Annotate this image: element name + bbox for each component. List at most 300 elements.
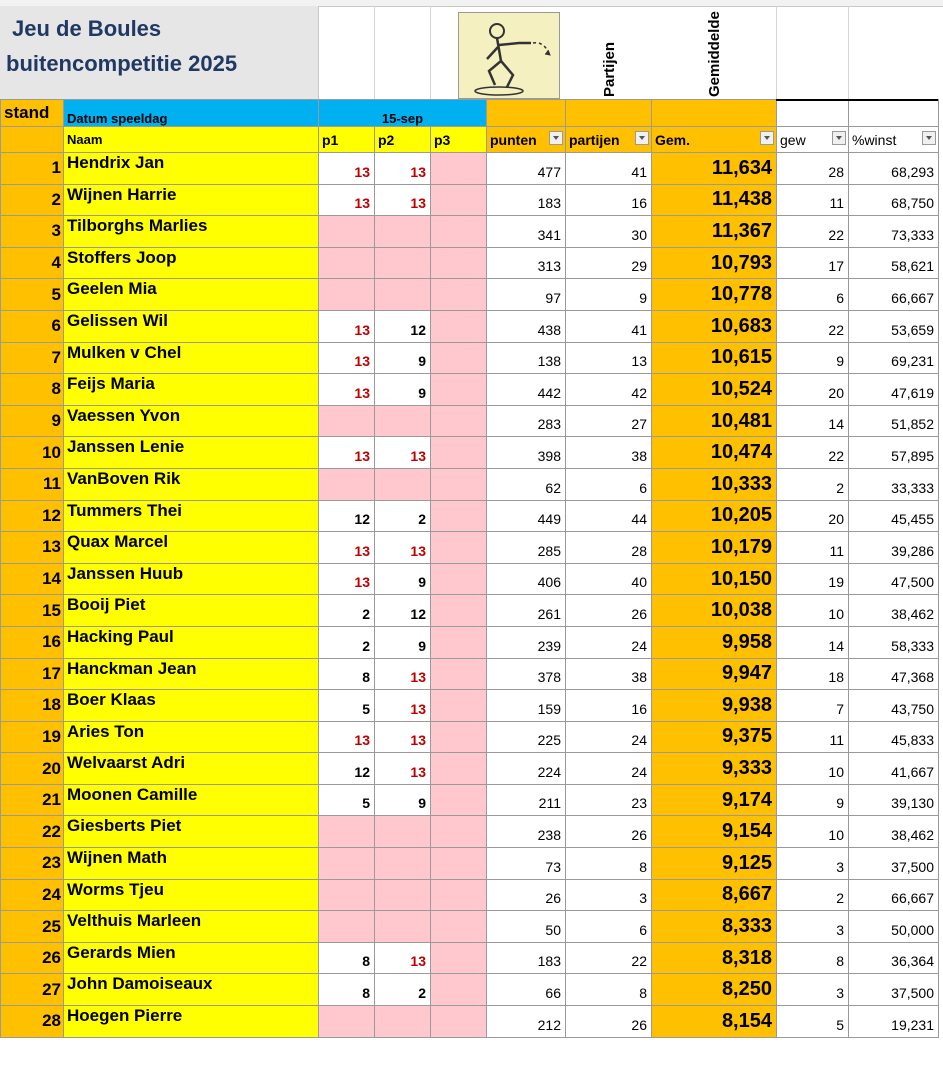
row-stand[interactable]: 7 — [1, 342, 64, 374]
table-row — [1, 942, 939, 974]
row-p1[interactable]: 8 — [319, 974, 375, 1006]
row-p3[interactable] — [431, 658, 487, 690]
row-gew[interactable]: 20 — [777, 500, 849, 532]
row-p2[interactable] — [375, 848, 431, 880]
row-punten[interactable]: 225 — [487, 721, 566, 753]
row-partijen[interactable]: 23 — [566, 784, 652, 816]
row-partijen[interactable]: 22 — [566, 942, 652, 974]
row-p2[interactable]: 13 — [375, 184, 431, 216]
row-stand[interactable]: 12 — [1, 500, 64, 532]
row-naam[interactable]: Janssen Huub — [64, 563, 319, 595]
row-winst[interactable]: 53,659 — [849, 310, 939, 342]
row-punten[interactable]: 283 — [487, 405, 566, 437]
row-gem[interactable]: 8,250 — [652, 974, 777, 1006]
row-p2[interactable]: 13 — [375, 753, 431, 785]
row-gew[interactable]: 3 — [777, 974, 849, 1006]
row-p3[interactable] — [431, 911, 487, 943]
row-p1[interactable]: 13 — [319, 563, 375, 595]
row-punten[interactable]: 477 — [487, 153, 566, 185]
row-p2[interactable]: 9 — [375, 626, 431, 658]
row-winst[interactable]: 73,333 — [849, 216, 939, 248]
row-partijen[interactable]: 3 — [566, 879, 652, 911]
row-partijen[interactable]: 41 — [566, 310, 652, 342]
row-gew[interactable]: 5 — [777, 1006, 849, 1038]
row-p3[interactable] — [431, 848, 487, 880]
row-p2[interactable]: 12 — [375, 595, 431, 627]
row-gew[interactable]: 18 — [777, 658, 849, 690]
row-p2[interactable]: 13 — [375, 721, 431, 753]
row-punten[interactable]: 238 — [487, 816, 566, 848]
filter-dropdown-icon[interactable] — [832, 131, 846, 145]
row-naam[interactable]: Wijnen Math — [64, 848, 319, 880]
row-gem[interactable]: 9,174 — [652, 784, 777, 816]
row-p3[interactable] — [431, 563, 487, 595]
row-winst[interactable]: 45,833 — [849, 721, 939, 753]
filter-dropdown-icon[interactable] — [635, 131, 649, 145]
row-punten[interactable]: 66 — [487, 974, 566, 1006]
row-p1[interactable]: 12 — [319, 500, 375, 532]
row-gem[interactable]: 10,205 — [652, 500, 777, 532]
row-p1[interactable] — [319, 247, 375, 279]
row-partijen[interactable]: 42 — [566, 374, 652, 406]
row-gew[interactable]: 11 — [777, 721, 849, 753]
row-p2[interactable]: 13 — [375, 690, 431, 722]
row-stand[interactable]: 23 — [1, 848, 64, 880]
row-partijen[interactable]: 6 — [566, 911, 652, 943]
row-p2[interactable] — [375, 279, 431, 311]
row-p2[interactable]: 13 — [375, 532, 431, 564]
row-gew[interactable]: 19 — [777, 563, 849, 595]
row-p2[interactable]: 9 — [375, 563, 431, 595]
row-p3[interactable] — [431, 690, 487, 722]
row-p3[interactable] — [431, 1006, 487, 1038]
row-stand[interactable]: 4 — [1, 247, 64, 279]
row-punten[interactable]: 449 — [487, 500, 566, 532]
row-partijen[interactable]: 27 — [566, 405, 652, 437]
row-partijen[interactable]: 44 — [566, 500, 652, 532]
row-partijen[interactable]: 16 — [566, 690, 652, 722]
filter-dropdown-icon[interactable] — [922, 131, 936, 145]
row-p2[interactable]: 9 — [375, 784, 431, 816]
header-winst-label: %winst — [852, 131, 897, 148]
row-naam[interactable]: Mulken v Chel — [64, 342, 319, 374]
row-punten[interactable]: 406 — [487, 563, 566, 595]
row-punten[interactable]: 183 — [487, 184, 566, 216]
row-stand[interactable]: 14 — [1, 563, 64, 595]
row-stand[interactable]: 13 — [1, 532, 64, 564]
row-punten[interactable]: 341 — [487, 216, 566, 248]
row-stand[interactable]: 11 — [1, 468, 64, 500]
row-punten[interactable]: 285 — [487, 532, 566, 564]
row-p1[interactable]: 13 — [319, 184, 375, 216]
row-p1[interactable]: 13 — [319, 310, 375, 342]
row-p3[interactable] — [431, 626, 487, 658]
row-p1[interactable]: 8 — [319, 942, 375, 974]
row-punten[interactable]: 50 — [487, 911, 566, 943]
row-gem[interactable]: 8,154 — [652, 1006, 777, 1038]
row-stand[interactable]: 25 — [1, 911, 64, 943]
row-gem[interactable]: 10,038 — [652, 595, 777, 627]
row-stand[interactable]: 10 — [1, 437, 64, 469]
row-partijen[interactable]: 38 — [566, 437, 652, 469]
row-partijen[interactable]: 28 — [566, 532, 652, 564]
row-stand[interactable]: 20 — [1, 753, 64, 785]
row-punten[interactable]: 211 — [487, 784, 566, 816]
row-naam[interactable]: Velthuis Marleen — [64, 911, 319, 943]
row-p3[interactable] — [431, 216, 487, 248]
row-p1[interactable]: 8 — [319, 658, 375, 690]
row-gem[interactable]: 10,150 — [652, 563, 777, 595]
row-gew[interactable]: 9 — [777, 342, 849, 374]
row-gew[interactable]: 11 — [777, 184, 849, 216]
row-p3[interactable] — [431, 184, 487, 216]
row-naam[interactable]: Gelissen Wil — [64, 310, 319, 342]
row-gem[interactable]: 9,125 — [652, 848, 777, 880]
row-p1[interactable] — [319, 468, 375, 500]
row-partijen[interactable]: 24 — [566, 721, 652, 753]
row-partijen[interactable]: 38 — [566, 658, 652, 690]
row-stand[interactable]: 26 — [1, 942, 64, 974]
row-winst[interactable]: 47,619 — [849, 374, 939, 406]
row-punten[interactable]: 239 — [487, 626, 566, 658]
row-p2[interactable] — [375, 247, 431, 279]
row-gem[interactable]: 9,333 — [652, 753, 777, 785]
row-winst[interactable]: 37,500 — [849, 848, 939, 880]
row-p1[interactable]: 13 — [319, 153, 375, 185]
row-p3[interactable] — [431, 532, 487, 564]
row-winst[interactable]: 68,293 — [849, 153, 939, 185]
row-gem[interactable]: 10,333 — [652, 468, 777, 500]
row-p1[interactable]: 13 — [319, 437, 375, 469]
row-gew[interactable]: 11 — [777, 532, 849, 564]
row-winst[interactable]: 51,852 — [849, 405, 939, 437]
row-stand[interactable]: 1 — [1, 153, 64, 185]
row-gew[interactable]: 8 — [777, 942, 849, 974]
row-stand[interactable]: 22 — [1, 816, 64, 848]
row-partijen[interactable]: 16 — [566, 184, 652, 216]
row-p3[interactable] — [431, 879, 487, 911]
row-naam[interactable]: Booij Piet — [64, 595, 319, 627]
table-row — [1, 342, 939, 374]
row-partijen[interactable]: 6 — [566, 468, 652, 500]
row-p1[interactable] — [319, 848, 375, 880]
row-naam[interactable]: Moonen Camille — [64, 784, 319, 816]
row-p2[interactable] — [375, 405, 431, 437]
row-p2[interactable]: 12 — [375, 310, 431, 342]
row-gem[interactable]: 9,947 — [652, 658, 777, 690]
row-punten[interactable]: 183 — [487, 942, 566, 974]
row-gew[interactable]: 2 — [777, 879, 849, 911]
row-p2[interactable]: 9 — [375, 374, 431, 406]
row-naam[interactable]: Quax Marcel — [64, 532, 319, 564]
row-stand[interactable]: 2 — [1, 184, 64, 216]
row-naam[interactable]: Wijnen Harrie — [64, 184, 319, 216]
row-punten[interactable]: 212 — [487, 1006, 566, 1038]
row-stand[interactable]: 3 — [1, 216, 64, 248]
row-p1[interactable]: 13 — [319, 342, 375, 374]
row-p1[interactable]: 13 — [319, 374, 375, 406]
row-gew[interactable]: 22 — [777, 437, 849, 469]
row-gem[interactable]: 9,958 — [652, 626, 777, 658]
row-p1[interactable] — [319, 216, 375, 248]
row-winst[interactable]: 38,462 — [849, 816, 939, 848]
row-gew[interactable]: 14 — [777, 405, 849, 437]
row-gem[interactable]: 8,333 — [652, 911, 777, 943]
row-p3[interactable] — [431, 405, 487, 437]
row-naam[interactable]: Gerards Mien — [64, 942, 319, 974]
row-stand[interactable]: 15 — [1, 595, 64, 627]
row-naam[interactable]: Hendrix Jan — [64, 153, 319, 185]
row-stand[interactable]: 16 — [1, 626, 64, 658]
row-winst[interactable]: 36,364 — [849, 942, 939, 974]
row-partijen[interactable]: 30 — [566, 216, 652, 248]
row-naam[interactable]: VanBoven Rik — [64, 468, 319, 500]
row-p1[interactable]: 12 — [319, 753, 375, 785]
row-p3[interactable] — [431, 784, 487, 816]
row-punten[interactable]: 224 — [487, 753, 566, 785]
row-winst[interactable]: 45,455 — [849, 500, 939, 532]
row-p3[interactable] — [431, 500, 487, 532]
table-row — [1, 563, 939, 595]
row-gem[interactable]: 10,481 — [652, 405, 777, 437]
row-stand[interactable]: 6 — [1, 310, 64, 342]
row-partijen[interactable]: 40 — [566, 563, 652, 595]
row-gew[interactable]: 9 — [777, 784, 849, 816]
row-winst[interactable]: 33,333 — [849, 468, 939, 500]
row-stand[interactable]: 28 — [1, 1006, 64, 1038]
row-p3[interactable] — [431, 437, 487, 469]
row-punten[interactable]: 378 — [487, 658, 566, 690]
row-stand[interactable]: 21 — [1, 784, 64, 816]
row-gem[interactable]: 11,634 — [652, 153, 777, 185]
row-winst[interactable]: 41,667 — [849, 753, 939, 785]
row-naam[interactable]: Tummers Thei — [64, 500, 319, 532]
row-stand[interactable]: 9 — [1, 405, 64, 437]
row-p3[interactable] — [431, 279, 487, 311]
row-naam[interactable]: Geelen Mia — [64, 279, 319, 311]
row-naam[interactable]: Stoffers Joop — [64, 247, 319, 279]
row-p2[interactable]: 9 — [375, 342, 431, 374]
table-row — [1, 974, 939, 1006]
row-gew[interactable]: 20 — [777, 374, 849, 406]
row-partijen[interactable]: 29 — [566, 247, 652, 279]
row-partijen[interactable]: 8 — [566, 848, 652, 880]
row-winst[interactable]: 50,000 — [849, 911, 939, 943]
row-gew[interactable]: 10 — [777, 816, 849, 848]
row-p2[interactable]: 13 — [375, 153, 431, 185]
row-p1[interactable] — [319, 1006, 375, 1038]
row-p2[interactable] — [375, 879, 431, 911]
row-stand[interactable]: 19 — [1, 721, 64, 753]
row-stand[interactable]: 5 — [1, 279, 64, 311]
row-naam[interactable]: John Damoiseaux — [64, 974, 319, 1006]
row-p3[interactable] — [431, 468, 487, 500]
row-partijen[interactable]: 8 — [566, 974, 652, 1006]
row-gem[interactable]: 10,778 — [652, 279, 777, 311]
row-winst[interactable]: 57,895 — [849, 437, 939, 469]
row-gem[interactable]: 10,683 — [652, 310, 777, 342]
row-p2[interactable]: 13 — [375, 942, 431, 974]
row-p2[interactable]: 13 — [375, 658, 431, 690]
row-punten[interactable]: 398 — [487, 437, 566, 469]
row-p2[interactable] — [375, 1006, 431, 1038]
row-gem[interactable]: 8,318 — [652, 942, 777, 974]
row-punten[interactable]: 62 — [487, 468, 566, 500]
row-partijen[interactable]: 26 — [566, 816, 652, 848]
row-stand[interactable]: 8 — [1, 374, 64, 406]
row-winst[interactable]: 47,368 — [849, 658, 939, 690]
row-winst[interactable]: 39,130 — [849, 784, 939, 816]
row-stand[interactable]: 27 — [1, 974, 64, 1006]
row-gem[interactable]: 10,179 — [652, 532, 777, 564]
row-p2[interactable]: 13 — [375, 437, 431, 469]
row-p3[interactable] — [431, 974, 487, 1006]
row-p2[interactable] — [375, 468, 431, 500]
row-gem[interactable]: 9,154 — [652, 816, 777, 848]
row-gew[interactable]: 7 — [777, 690, 849, 722]
row-naam[interactable]: Hoegen Pierre — [64, 1006, 319, 1038]
row-p2[interactable] — [375, 216, 431, 248]
row-p3[interactable] — [431, 816, 487, 848]
row-p2[interactable] — [375, 911, 431, 943]
row-winst[interactable]: 19,231 — [849, 1006, 939, 1038]
row-gew[interactable]: 22 — [777, 310, 849, 342]
row-p1[interactable] — [319, 816, 375, 848]
row-naam[interactable]: Janssen Lenie — [64, 437, 319, 469]
row-p3[interactable] — [431, 247, 487, 279]
row-stand[interactable]: 17 — [1, 658, 64, 690]
row-p3[interactable] — [431, 310, 487, 342]
header-gem[interactable] — [652, 127, 777, 153]
header-p3: p3 — [431, 127, 487, 153]
row-naam[interactable]: Aries Ton — [64, 721, 319, 753]
row-gew[interactable]: 3 — [777, 911, 849, 943]
row-naam[interactable]: Worms Tjeu — [64, 879, 319, 911]
row-gem[interactable]: 9,375 — [652, 721, 777, 753]
row-p1[interactable] — [319, 279, 375, 311]
row-winst[interactable]: 66,667 — [849, 879, 939, 911]
row-winst[interactable]: 68,750 — [849, 184, 939, 216]
row-gem[interactable]: 10,793 — [652, 247, 777, 279]
table-row — [1, 690, 939, 722]
row-p1[interactable] — [319, 405, 375, 437]
header-p1: p1 — [319, 127, 375, 153]
row-punten[interactable]: 73 — [487, 848, 566, 880]
row-naam[interactable]: Boer Klaas — [64, 690, 319, 722]
table-row — [1, 784, 939, 816]
row-partijen[interactable]: 41 — [566, 153, 652, 185]
row-p3[interactable] — [431, 153, 487, 185]
row-partijen[interactable]: 13 — [566, 342, 652, 374]
row-gem[interactable]: 10,615 — [652, 342, 777, 374]
row-partijen[interactable]: 26 — [566, 595, 652, 627]
row-naam[interactable]: Giesberts Piet — [64, 816, 319, 848]
header-partijen[interactable] — [566, 127, 652, 153]
row-gem[interactable]: 10,474 — [652, 437, 777, 469]
row-punten[interactable]: 138 — [487, 342, 566, 374]
row-partijen[interactable]: 24 — [566, 626, 652, 658]
row-winst[interactable]: 39,286 — [849, 532, 939, 564]
row-p1[interactable]: 5 — [319, 784, 375, 816]
row-gew[interactable]: 22 — [777, 216, 849, 248]
row-partijen[interactable]: 9 — [566, 279, 652, 311]
row-p3[interactable] — [431, 721, 487, 753]
header-partijen-label: partijen — [569, 131, 620, 148]
row-gem[interactable]: 8,667 — [652, 879, 777, 911]
row-gem[interactable]: 11,438 — [652, 184, 777, 216]
row-gew[interactable]: 3 — [777, 848, 849, 880]
row-gem[interactable]: 10,524 — [652, 374, 777, 406]
row-p2[interactable]: 2 — [375, 500, 431, 532]
row-gew[interactable]: 10 — [777, 753, 849, 785]
header-gew[interactable] — [777, 127, 849, 153]
row-winst[interactable]: 37,500 — [849, 974, 939, 1006]
row-p1[interactable] — [319, 911, 375, 943]
row-naam[interactable]: Welvaarst Adri — [64, 753, 319, 785]
header-punten[interactable] — [487, 127, 566, 153]
row-p3[interactable] — [431, 595, 487, 627]
row-partijen[interactable]: 26 — [566, 1006, 652, 1038]
row-winst[interactable]: 38,462 — [849, 595, 939, 627]
row-naam[interactable]: Vaessen Yvon — [64, 405, 319, 437]
row-p2[interactable] — [375, 816, 431, 848]
row-naam[interactable]: Feijs Maria — [64, 374, 319, 406]
row-gem[interactable]: 11,367 — [652, 216, 777, 248]
row-punten[interactable]: 438 — [487, 310, 566, 342]
row-p1[interactable]: 2 — [319, 626, 375, 658]
row-gew[interactable]: 10 — [777, 595, 849, 627]
row-gew[interactable]: 28 — [777, 153, 849, 185]
row-winst[interactable]: 58,333 — [849, 626, 939, 658]
row-partijen[interactable]: 24 — [566, 753, 652, 785]
filter-dropdown-icon[interactable] — [549, 131, 563, 145]
row-p3[interactable] — [431, 942, 487, 974]
row-p1[interactable]: 5 — [319, 690, 375, 722]
row-punten[interactable]: 313 — [487, 247, 566, 279]
row-punten[interactable]: 97 — [487, 279, 566, 311]
row-winst[interactable]: 43,750 — [849, 690, 939, 722]
row-p1[interactable] — [319, 879, 375, 911]
row-naam[interactable]: Hanckman Jean — [64, 658, 319, 690]
row-winst[interactable]: 66,667 — [849, 279, 939, 311]
row-punten[interactable]: 261 — [487, 595, 566, 627]
row-punten[interactable]: 159 — [487, 690, 566, 722]
row-p1[interactable]: 2 — [319, 595, 375, 627]
row-p2[interactable]: 2 — [375, 974, 431, 1006]
row-winst[interactable]: 69,231 — [849, 342, 939, 374]
row-gew[interactable]: 17 — [777, 247, 849, 279]
row-gem[interactable]: 9,938 — [652, 690, 777, 722]
row-punten[interactable]: 26 — [487, 879, 566, 911]
row-punten[interactable]: 442 — [487, 374, 566, 406]
row-gew[interactable]: 14 — [777, 626, 849, 658]
row-p1[interactable]: 13 — [319, 721, 375, 753]
row-gew[interactable]: 2 — [777, 468, 849, 500]
row-stand[interactable]: 18 — [1, 690, 64, 722]
header-winst[interactable] — [849, 127, 939, 153]
row-winst[interactable]: 58,621 — [849, 247, 939, 279]
row-stand[interactable]: 24 — [1, 879, 64, 911]
row-winst[interactable]: 47,500 — [849, 563, 939, 595]
row-gew[interactable]: 6 — [777, 279, 849, 311]
filter-dropdown-icon[interactable] — [760, 131, 774, 145]
row-p3[interactable] — [431, 753, 487, 785]
row-p3[interactable] — [431, 374, 487, 406]
row-naam[interactable]: Hacking Paul — [64, 626, 319, 658]
row-p3[interactable] — [431, 342, 487, 374]
row-naam[interactable]: Tilborghs Marlies — [64, 216, 319, 248]
row-p1[interactable]: 13 — [319, 532, 375, 564]
